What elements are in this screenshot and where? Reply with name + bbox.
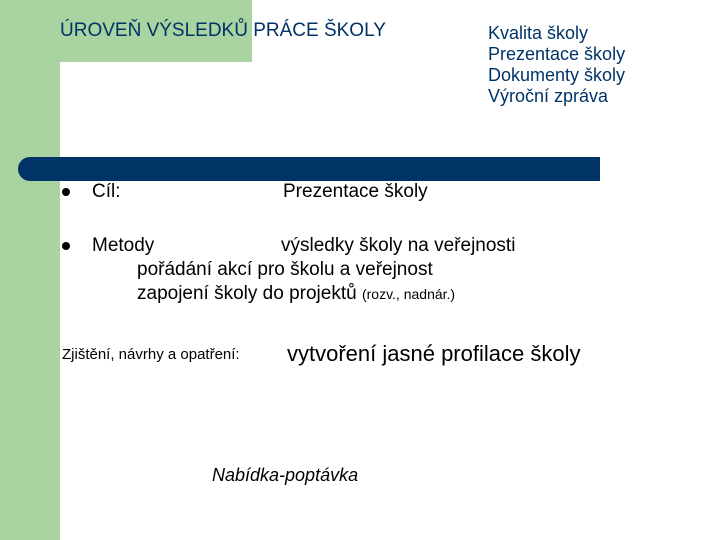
methods-label: Metody (92, 235, 155, 256)
methods-line-1: výsledky školy na veřejnosti (281, 235, 516, 256)
methods-line-3 (137, 283, 455, 305)
menu-item-documents[interactable]: Dokumenty školy (488, 65, 626, 85)
bullet-icon (62, 242, 70, 250)
rounded-corner-decoration (60, 62, 120, 122)
menu-item-quality[interactable]: Kvalita školy (488, 23, 589, 43)
goal-value: Prezentace školy (283, 181, 428, 202)
section-menu (488, 23, 625, 107)
methods-line-2: pořádání akcí pro školu a veřejnost (137, 259, 433, 280)
menu-item-presentation[interactable]: Prezentace školy (488, 44, 626, 64)
bullet-icon (62, 188, 70, 196)
methods-line-3-note: (rozv., nadnár.) (361, 286, 456, 302)
green-sidebar-decoration (0, 0, 60, 540)
goal-label: Cíl: (92, 181, 121, 202)
header-divider-bar (18, 157, 600, 181)
findings-value: vytvoření jasné profilace školy (287, 341, 581, 366)
methods-line-3-text: zapojení školy do projektů (137, 283, 357, 304)
menu-item-annual-report[interactable]: Výroční zpráva (488, 86, 609, 106)
findings-label: Zjištění, návrhy a opatření: (62, 346, 240, 363)
offer-demand-text: Nabídka-poptávka (212, 465, 359, 485)
page-title: ÚROVEŇ VÝSLEDKŮ PRÁCE ŠKOLY (60, 20, 386, 41)
